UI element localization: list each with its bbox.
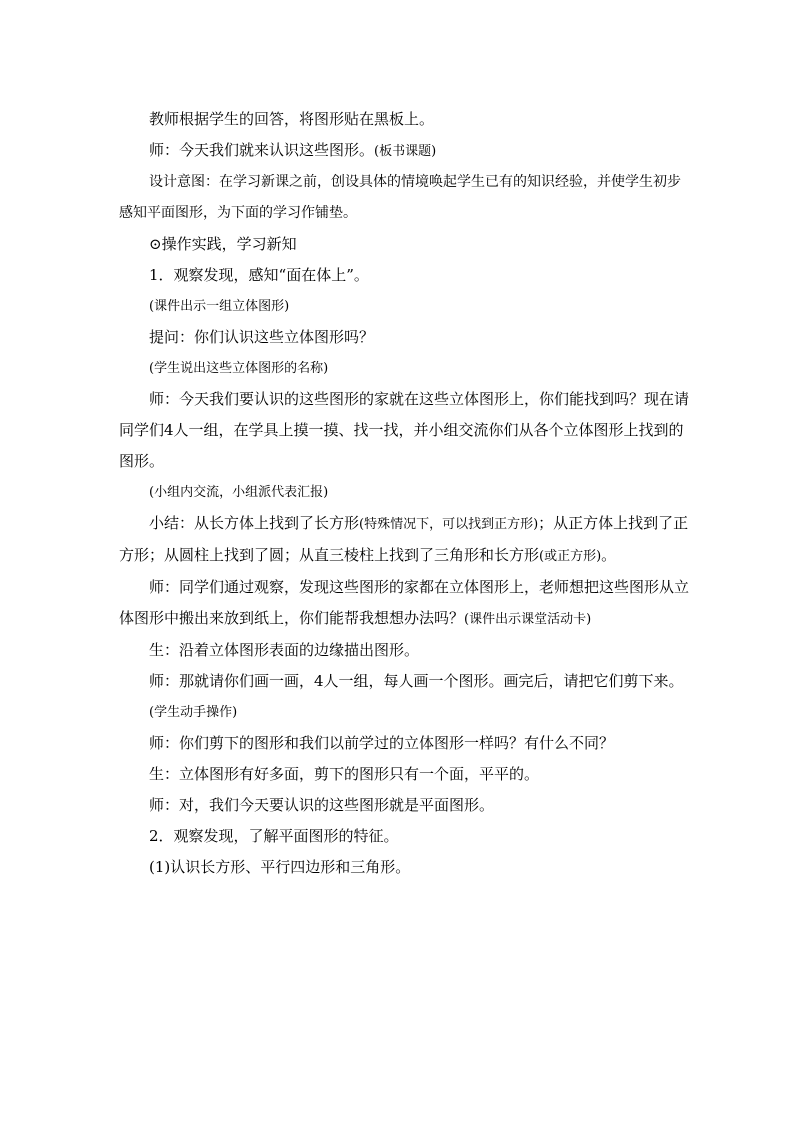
paragraph-text: 师：你们剪下的图形和我们以前学过的立体图形一样吗？有什么不同？ — [149, 734, 615, 752]
paragraph — [119, 260, 689, 291]
paragraph — [119, 322, 689, 353]
annotation-note — [119, 353, 689, 384]
paragraph-text: 师：今天我们就来认识这些图形。 — [149, 141, 375, 159]
paragraph-text: (学生说出这些立体图形的名称) — [149, 361, 329, 376]
paragraph — [119, 852, 689, 883]
paragraph — [119, 135, 689, 167]
paragraph-text: 教师根据学生的回答，将图形贴在黑板上。 — [149, 110, 435, 128]
paragraph-text: 。 — [601, 546, 617, 564]
section-heading-text: ⊙操作实践，学习新知 — [149, 235, 297, 253]
annotation-note — [119, 697, 689, 728]
paragraph-text: 师：那就请你们画一画，4人一组，每人画一个图形。画完后，请把它们剪下来。 — [149, 672, 684, 690]
document-body — [119, 104, 689, 883]
paragraph-text: ；从正方体上找到了正方形；从圆柱上找到了圆；从直三棱柱上找到了三角形和长方形 — [119, 514, 689, 564]
paragraph — [119, 384, 689, 477]
paragraph-text: 师：对，我们今天要认识的这些图形就是平面图形。 — [149, 796, 495, 814]
annotation-note: (板书课题) — [374, 144, 437, 159]
paragraph-text: 设计意图：在学习新课之前，创设具体的情境唤起学生已有的知识经验，并使学生初步感知平面图形，为下面的学习作铺垫。 — [119, 174, 681, 221]
paragraph — [119, 790, 689, 821]
paragraph-text: 1．观察发现，感知“面在体上”。 — [149, 266, 369, 284]
paragraph-text: 小结：从长方体上找到了长方形 — [149, 514, 360, 532]
paragraph-text: (1)认识长方形、平行四边形和三角形。 — [149, 858, 411, 876]
paragraph — [119, 759, 689, 790]
paragraph — [119, 508, 689, 572]
annotation-note: (特殊情况下，可以找到正方形) — [359, 517, 539, 532]
paragraph — [119, 821, 689, 852]
paragraph-text: 师：今天我们要认识的这些图形的家就在这些立体图形上，你们能找到吗？现在请同学们4人一组，在学具上摸一摸、找一找，并小组交流你们从各个立体图形上找到的图形。 — [119, 390, 690, 470]
paragraph — [119, 104, 689, 135]
annotation-note — [119, 477, 689, 508]
annotation-note — [119, 291, 689, 322]
annotation-note: (课件出示课堂活动卡) — [464, 612, 592, 627]
paragraph — [119, 666, 689, 697]
paragraph-text: (小组内交流，小组派代表汇报) — [149, 485, 329, 500]
paragraph-text: (课件出示一组立体图形) — [149, 299, 290, 314]
section-heading — [119, 229, 689, 260]
paragraph — [119, 728, 689, 759]
paragraph-text: 师：同学们通过观察，发现这些图形的家都在立体图形上，老师想把这些图形从立体图形中搬出来放到纸上，你们能帮我想想办法吗？ — [119, 578, 690, 627]
annotation-note: (或正方形) — [539, 549, 602, 564]
paragraph-text: 2．观察发现，了解平面图形的特征。 — [149, 827, 399, 845]
paragraph-text: 生：立体图形有好多面，剪下的图形只有一个面，平平的。 — [149, 765, 540, 783]
paragraph-text: 提问：你们认识这些立体图形吗？ — [149, 328, 375, 346]
paragraph — [119, 572, 689, 635]
paragraph-text: 生：沿着立体图形表面的边缘描出图形。 — [149, 641, 420, 659]
design-intent-note — [119, 167, 689, 229]
paragraph — [119, 635, 689, 666]
paragraph-text: (学生动手操作) — [149, 705, 238, 720]
